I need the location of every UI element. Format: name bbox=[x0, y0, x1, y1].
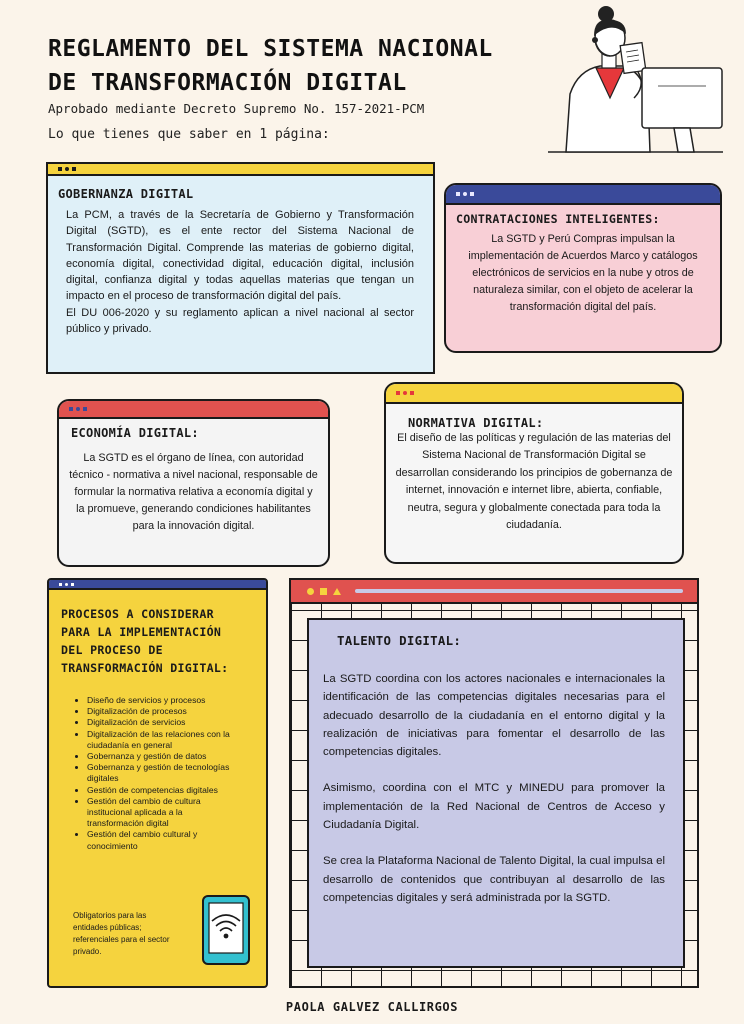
list-item: • Gobernanza y gestión de datos bbox=[87, 751, 240, 762]
page-title bbox=[48, 32, 493, 100]
title-line-2: DE TRANSFORMACIÓN DIGITAL bbox=[48, 70, 407, 96]
triangle-dot-icon bbox=[83, 407, 87, 411]
triangle-dot-icon bbox=[410, 391, 414, 395]
talento-window-bar bbox=[291, 580, 697, 604]
triangle-dot-icon bbox=[333, 588, 341, 595]
card-window-bar bbox=[49, 580, 266, 590]
list-item: • Gestión del cambio de cultura institucional aplicada a la transformación digital bbox=[87, 796, 240, 830]
subtitle: Aprobado mediante Decreto Supremo No. 157-2021-PCM bbox=[48, 101, 425, 116]
gobernanza-heading: GOBERNANZA DIGITAL bbox=[58, 187, 194, 201]
circle-dot-icon bbox=[403, 391, 407, 395]
triangle-dot-icon bbox=[470, 192, 474, 196]
list-item: • Digitalización de las relaciones con la ciudadanía en general bbox=[87, 729, 240, 751]
talento-window bbox=[289, 578, 699, 988]
circle-dot-icon bbox=[76, 407, 80, 411]
circle-dot-icon bbox=[65, 167, 69, 171]
contrataciones-heading: CONTRATACIONES INTELIGENTES: bbox=[456, 212, 660, 226]
procesos-heading-line-4: TRANSFORMACIÓN DIGITAL: bbox=[61, 661, 229, 675]
window-title-bar-line bbox=[355, 589, 683, 593]
triangle-dot-icon bbox=[72, 167, 76, 171]
card-window-bar bbox=[59, 401, 328, 419]
square-dot-icon bbox=[59, 583, 62, 586]
economia-heading: ECONOMÍA DIGITAL: bbox=[71, 426, 199, 440]
list-item: • Digitalización de procesos bbox=[87, 706, 240, 717]
square-dot-icon bbox=[69, 407, 73, 411]
gobernanza-text: La PCM, a través de la Secretaría de Gobierno y Transformación Digital (SGTD), es el ente rector del Sistema Nacional de Transformación Digital. Comprende las materias de gobierno digital, economía digital, conectividad digital, educación digital, inclusión digital, confianza digital y todas aquellas materias que tengan un impacto en el proceso de transformación digital del país. bbox=[66, 209, 414, 303]
normativa-text: El diseño de las políticas y regulación de las materias del Sistema Nacional de Transformación Digital se desarrollan considerando los principios de gobernanza de internet, innovación e internet libre, abierta, confiable, neutra, segura y globalmente conectada para toda la ciudadanía. bbox=[395, 432, 673, 532]
procesos-heading bbox=[61, 605, 266, 677]
wifi-tablet-icon bbox=[201, 894, 251, 966]
square-dot-icon bbox=[320, 588, 327, 595]
woman-at-computer-illustration bbox=[538, 2, 728, 158]
gobernanza-card bbox=[46, 162, 435, 374]
card-window-bar bbox=[386, 384, 682, 404]
card-window-bar bbox=[48, 164, 433, 176]
contrataciones-text: La SGTD y Perú Compras impulsan la implementación de Acuerdos Marco y catálogos electrónicos de servicios en la nube y otros de naturaleza similar, con el objeto de acelerar la transformación digital del país. bbox=[468, 233, 698, 313]
talento-paragraph-3: Se crea la Plataforma Nacional de Talento Digital, la cual impulsa el desarrollo de contenidos que contribuyan al desarrollo de las competencias digitales y será administrada por la SGTD. bbox=[323, 855, 665, 904]
talento-heading: TALENTO DIGITAL: bbox=[337, 633, 462, 648]
list-item: • Gobernanza y gestión de tecnologías digitales bbox=[87, 762, 240, 784]
list-item: • Gestión del cambio cultural y conocimiento bbox=[87, 829, 240, 851]
circle-dot-icon bbox=[307, 588, 314, 595]
normativa-heading: NORMATIVA DIGITAL: bbox=[408, 416, 544, 430]
economia-card bbox=[57, 399, 330, 567]
list-item: • Gestión de competencias digitales bbox=[87, 785, 240, 796]
procesos-heading-line-3: DEL PROCESO DE bbox=[61, 643, 163, 657]
procesos-heading-line-2: PARA LA IMPLEMENTACIÓN bbox=[61, 625, 222, 639]
contrataciones-card bbox=[444, 183, 722, 353]
square-dot-icon bbox=[456, 192, 460, 196]
procesos-note: Obligatorios para las entidades públicas; referenciales para el sector privado. bbox=[73, 911, 170, 956]
talento-paragraph-1: La SGTD coordina con los actores nacionales e internacionales la identificación de las competencias digitales necesarias para el adecuado desarrollo de la ciudadanía en el entorno digital y la realización de iniciativas para fomentar el desarrollo de las competencias digitales. bbox=[323, 673, 665, 759]
triangle-dot-icon bbox=[71, 583, 74, 586]
gobernanza-text-2: El DU 006-2020 y su reglamento aplican a nivel nacional al sector público y privado. bbox=[66, 306, 414, 336]
card-window-bar bbox=[446, 185, 720, 205]
circle-dot-icon bbox=[65, 583, 68, 586]
procesos-list bbox=[49, 695, 266, 852]
procesos-card bbox=[47, 578, 268, 988]
intro-text: Lo que tienes que saber en 1 página: bbox=[48, 127, 330, 142]
talento-paragraph-2: Asimismo, coordina con el MTC y MINEDU para promover la implementación de la Red Nacional de Centros de Acceso y Ciudadanía Digital. bbox=[323, 782, 665, 832]
circle-dot-icon bbox=[463, 192, 467, 196]
list-item: • Diseño de servicios y procesos bbox=[87, 695, 240, 706]
procesos-heading-line-1: PROCESOS A CONSIDERAR bbox=[61, 607, 214, 621]
economia-text: La SGTD es el órgano de línea, con autoridad técnico - normativa a nivel nacional, responsable de formular la normativa relativa a economía digital y la promueve, generando condiciones habilitantes para la innovación digital. bbox=[69, 452, 318, 532]
normativa-card bbox=[384, 382, 684, 564]
title-line-1: REGLAMENTO DEL SISTEMA NACIONAL bbox=[48, 36, 493, 62]
author-name: PAOLA GALVEZ CALLIRGOS bbox=[285, 1000, 459, 1014]
square-dot-icon bbox=[396, 391, 400, 395]
talento-content bbox=[307, 618, 685, 968]
list-item: • Digitalización de servicios bbox=[87, 717, 240, 728]
square-dot-icon bbox=[58, 167, 62, 171]
